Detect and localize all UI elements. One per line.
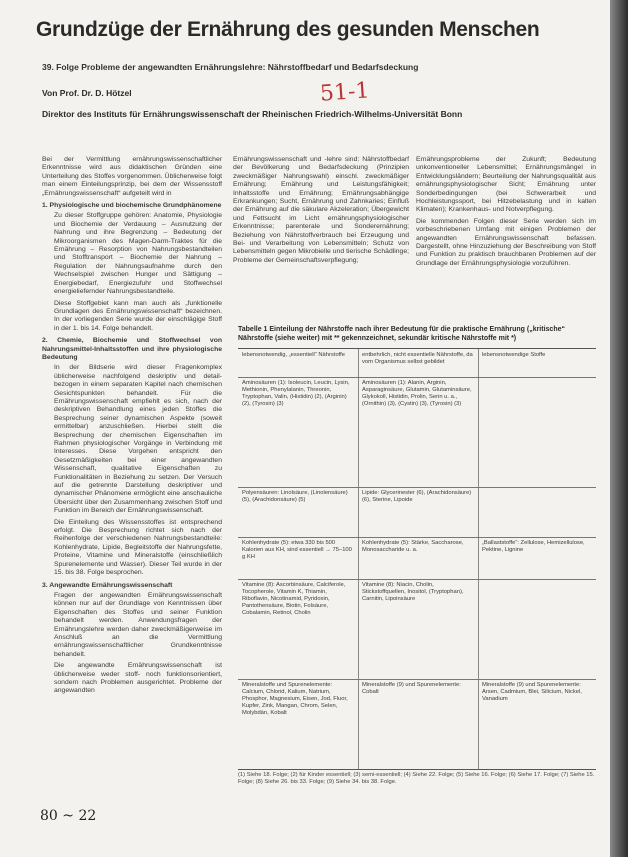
column-right [416,156,596,271]
table-cell: Polyensäuren: Linolsäure, (Linolensäure) (5), (Arachidonsäure) (5) [242,490,348,503]
table-row [238,537,596,538]
table-caption: Tabelle 1 Einteilung der Nährstoffe nach ihrer Bedeutung für die praktische Ernährung („kritische“ Nährstoffe (siehe weiter) mit ** gekennzeichnet, sekundär kritische Nährstoffe mit *) [238,326,565,342]
table-row [238,579,596,580]
table-divider [358,349,359,769]
column-left [42,156,222,699]
table-divider [478,349,479,769]
section-3-text: Fragen der angewandten Ernährungswissenschaft können nur auf der Grundlage von Kenntnissen über Eigenschaften des Stoffes und seiner Funktion behandelt werden. Anwendungsfragen der Ernährungslehre werden daher zweckmäßigerweise im Anschluß an die Vermittlung ernährungswissenschaftlicher Grundkenntnisse behandelt. [54,591,222,658]
table-cell: Mineralstoffe (9) und Spurenelemente: Arsen, Cadmium, Blei, Silicium, Nickel, Vanadium [482,682,582,702]
table-cell: Vitamine (8): Niacin, Cholin, Stickstoffquellen, Inositol, (Tryptophan), Carnitin, Lipoinsäure [362,582,464,602]
column-middle [233,156,409,268]
table-cell: „Ballaststoffe“: Zellulose, Hemizellulose, Pektine, Lignine [482,540,585,553]
section-1-text-2: Diese Stoffgebiet kann man auch als „funktionelle Grundlagen des Ernährungswissenschaft“ bezeichnen. In der vorliegenden Serie wurde der einschlägige Stoff in der 1. bis 14. Folge behandelt. [54,299,222,332]
table-cell: Mineralstoffe (9) und Spurenelemente: Cobalt [362,682,461,695]
section-1-text: Zu dieser Stoffgruppe gehören: Anatomie, Physiologie und Biochemie der Verdauung – Ausnutzung der Nahrung und ihre Begrenzung – Bedeutung der Mikroorganismen des Magen-Darm-Traktes für die Ernährung – Resorption von Nahrungsbestandteilen und Stofftransport – Biochemie der Nahrung – Regulation der Nahrungsaufnahme durch den Wechselspiel zwischen Hunger und Sättigung – Energiebedarf, Energiezufuhr und Stoffwechsel energieliefernder Nahrungsbestandteile. [54,212,222,296]
table-cell: Kohlenhydrate (5): etwa 330 bis 500 Kalorien aus KH, sind essentiell → 75–100 g KH [242,540,352,560]
section-2-heading: 2. Chemie, Biochemie und Stoffwechsel von Nahrungsmittel-Inhaltsstoffen und ihre physiologische Bedeutung [42,337,222,361]
table-header-essential: lebensnotwendig, „essentiell“ Nährstoffe [242,352,346,358]
section-2-text-2: Die Einteilung des Wissensstoffes ist entsprechend erfolgt. Die Besprechung richtet sich nach der Reihenfolge der verschiedenen Nahrungsbestandteile: Kohlenhydrate, Lipide, Begleitstoffe der Nahrungsfette, Proteine, Vitamine und Mineralstoffe (einschließlich Spurenelemente und Wasser). Dieser Teil wurde in der 15. bis 38. Folge besprochen. [54,518,222,577]
section-1-heading: 1. Physiologische und biochemische Grundphänomene [42,202,222,210]
table-row [238,679,596,680]
author-line: Von Prof. Dr. D. Hötzel [42,88,132,98]
table-cell: Vitamine (8): Ascorbinsäure, Calciferole, Tocopherole, Vitamin K, Thiamin, Riboflavin, Nicotinamid, Pyridoxin, Pantothensäure, Biotin, Folsäure, Cobalamin, Retinol, Cholin [242,582,346,616]
intro-paragraph: Bei der Vermittlung ernährungswissenschaftlicher Erkenntnisse wird aus didaktischen Gründen eine Unterteilung des Stoffes vorgenommen. Üblicherweise folgt man einem Einteilungsprinzip, bei dem der Wissensstoff „Ernährungswissenschaft“ aufgeteilt wird in [42,156,222,197]
section-2-text: In der Bildserie wird dieser Fragenkomplex üblicherweise nachfolgend deskriptiv und detail-bezogen in einem separaten Kapitel nach chemischen Gesichtspunkten behandelt. Für die Ernährungswissenschaft empfiehlt es sich, nach der deskriptiven Behandlung eines jeden Stoffes die Besprechung seiner dynamischen Aspekte (soweit ermittelbar) anzuschließen. Hierbei stellt die Besprechung der chemischen Eigenschaften im Rahmen physiologischer Vorgänge in Verbindung mit Interesses. Diese Vorgehen entspricht den Gesetzmäßigkeiten bei einer angewandten Wissenschaft, qualitative Eigenschaften zu Funktionalitäten in Beziehung zu setzen. Der Versuch auf die getrennte Darstellung deskriptiver und dynamischer Phänomene ermöglicht eine anschauliche Übersicht über den Zusammenhang zwischen Stoff und Funktion im Bereich der Ernährungswissenschaft. [54,364,222,515]
table-row [238,487,596,488]
page-title: Grundzüge der Ernährung des gesunden Menschen [36,18,540,41]
page-number: 80 ~ 22 [40,808,97,824]
table-cell: Mineralstoffe und Spurenelemente: Calcium, Chlorid, Kalium, Natrium, Phosphor, Magnesium, Eisen, Jod, Fluor, Kupfer, Zink, Mangan, Chrom, Selen, Molybdän, Kobalt [242,682,348,716]
section-3-heading: 3. Angewandte Ernährungswissenschaft [42,581,173,589]
middle-paragraph: Ernährungswissenschaft und -lehre sind: Nährstoffbedarf der Bevölkerung und Bedarfsdeckung (Prinzipien zweckmäßiger Nahrungswahl) einschl. zweckmäßiger Ernährung; Ernährung und Leistungsfähigkeit; Inhaltsstoffe und Ernährung; Ernährungsabhängige Erkrankungen; Sucht, Ernährung und Zahnkaries; Einfluß der Ernährung auf die säkulare Akzeleration; Übergewicht und Fettsucht im Licht ernährungsphysiologischer Erkenntnisse; parenterale und Sonderernährung; Beziehung von Nährstoffverbrauch bei Erzeugung und Bei- und Verarbeitung von Lebensmitteln; Schutz von Lebensmitteln gegen Mikrobielle und tierische Schädlinge; Probleme der Gemeinschaftsverpflegung; [233,156,409,264]
right-paragraph: Ernährungsprobleme der Zukunft; Bedeutung unkonventioneller Lebensmittel; Ernährungsmängel in Entwicklungsländern; Beurteilung der Nahrungsqualität aus ernährungsphysiologischer Sicht; Ernährung unter Sonderbedingungen (bei Schwerarbeit und Hochleistungssport, bei Hitzebelastung und in kalten Klimaten); Krankenhaus- und Notverpflegung. [416,156,596,214]
table-header-nonessential: entbehrlich, nicht essentielle Nährstoffe, da vom Organismus selbst gebildet [362,352,473,365]
book-spine-edge [610,0,628,857]
table-cell: Aminosäuren (1): Alanin, Arginin, Asparaginsäure, Glutamin, Glutaminsäure, Glykokoll, Histidin, Prolin, Serin u. a., (Ornithin) (3), (Cystin) (3), (Tyrosin) (3) [362,380,472,407]
series-subtitle: 39. Folge Probleme der angewandten Ernährungslehre: Nährstoffbedarf und Bedarfsdeckung [42,62,419,72]
nutrient-table [238,348,596,770]
affiliation-line: Direktor des Instituts für Ernährungswissenschaft der Rheinischen Friedrich-Wilhelms-Universität Bonn [42,109,463,119]
table-cell: Kohlenhydrate (5): Stärke, Saccharose, Monosaccharide u. a. [362,540,464,553]
table-cell: Lipide: Glycerinester (6), (Arachidonsäure) (6), Sterine, Lipoide [362,490,472,503]
table-header-other: lebensnotwendige Stoffe [482,352,546,358]
handwritten-note: 51-1 [319,78,371,107]
table-row [238,377,596,378]
right-paragraph-2: Die kommenden Folgen dieser Serie werden sich im vorbeschriebenen Umfang mit einigen Problemen der angewandten Ernährungswissenschaft befassen. Dargestellt, ohne Hinzuziehung der Beschreibung von Stoff und Funktion zu praktisch brauchbaren Problemen auf der Grundlage der Ernährungsphysiologie vorzuführen. [416,217,596,267]
section-3-text-2: Die angewandte Ernährungswissenschaft ist üblicherweise weder stoff- noch funktionsorientiert, sondern nach Problemen ausgerichtet. Probleme der angewandten [54,662,222,695]
table-footnote: (1) Siehe 18. Folge; (2) für Kinder essentiell; (3) semi-essentiell; (4) Siehe 22. Folge; (5) Siehe 16. Folge; (6) Siehe 17. Folge; (7) Siehe 15. Folge; (8) Siehe 26. bis 33. Folge; (9) Siehe 34. bis 38. Folge. [238,772,595,785]
table-cell: Aminosäuren (1): Isoleucin, Leucin, Lysin, Methionin, Phenylalanin, Threonin, Tryptophan, Valin, (Histidin) (2), (Arginin) (2), (Tyrosin) (3) [242,380,350,407]
